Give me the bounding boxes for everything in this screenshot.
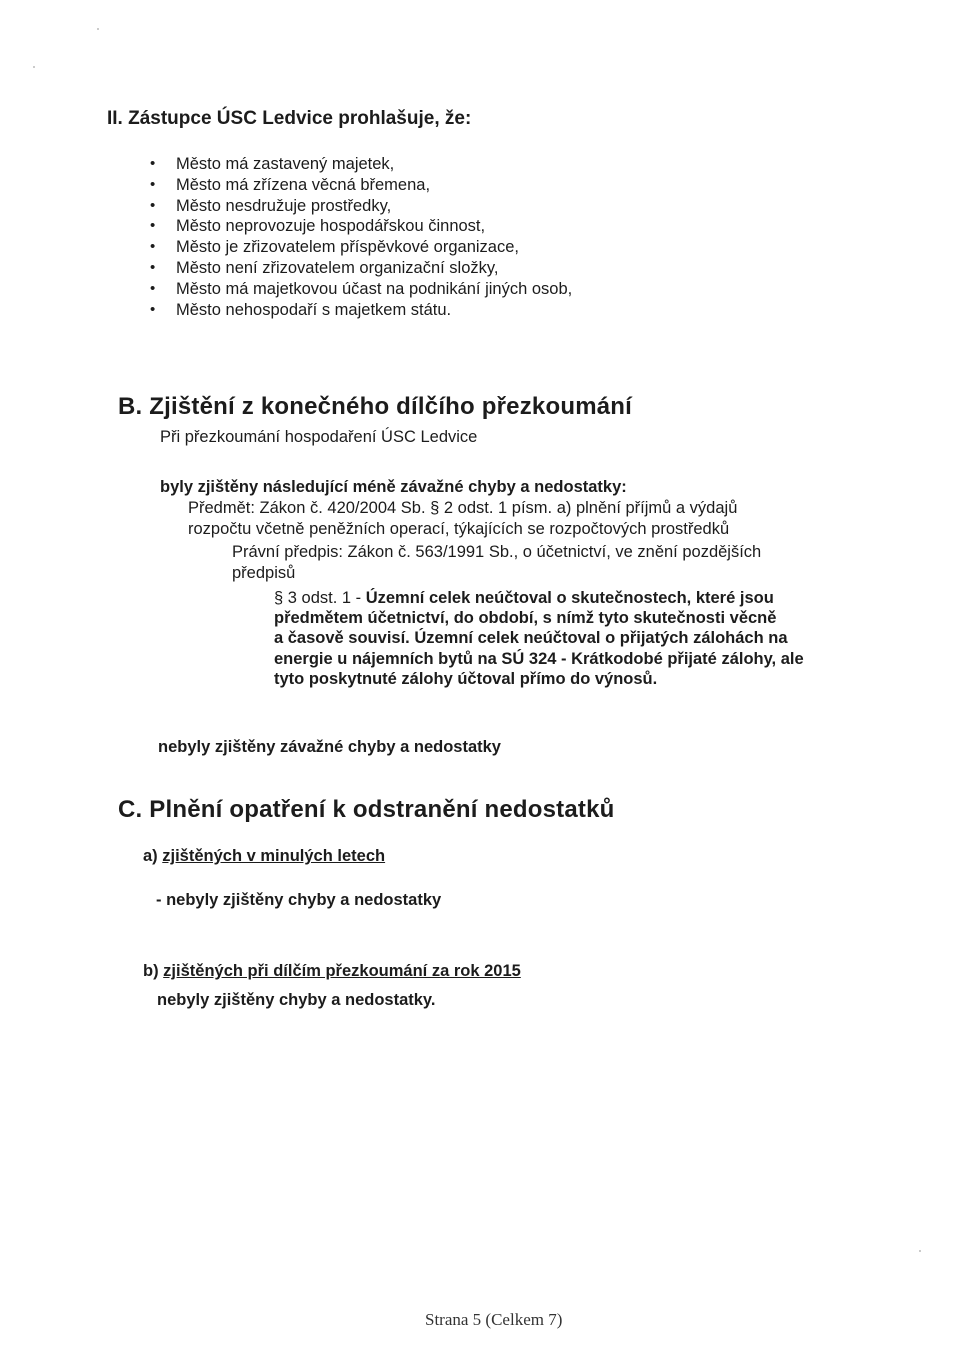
finding-text: tyto poskytnuté zálohy účtoval přímo do výnosů. bbox=[274, 670, 658, 688]
no-serious-findings: nebyly zjištěny závažné chyby a nedostatky bbox=[158, 738, 501, 756]
finding-paragraph-line-1 bbox=[274, 589, 774, 608]
list-item: • Město má majetkovou účast na podnikání jiných osob, bbox=[150, 279, 572, 300]
finding-text: a časově souvisí. Územní celek neúčtoval o přijatých zálohách na bbox=[274, 629, 788, 647]
legal-basis-line-continued: předpisů bbox=[232, 564, 296, 582]
finding-text: předmětem účetnictví, do období, s nímž tyto skutečnosti věcně bbox=[274, 609, 777, 627]
list-item: • Město neprovozuje hospodářskou činnost, bbox=[150, 216, 572, 237]
scan-speck bbox=[97, 28, 99, 30]
scan-speck bbox=[33, 66, 35, 68]
subject-line-continued: rozpočtu včetně peněžních operací, týkajících se rozpočtových prostředků bbox=[188, 520, 730, 538]
list-item: • Město nesdružuje prostředky, bbox=[150, 196, 572, 217]
list-item: • Město má zastavený majetek, bbox=[150, 154, 572, 175]
subsection-b-text: nebyly zjištěny chyby a nedostatky. bbox=[157, 991, 436, 1009]
section-ii-title: II. Zástupce ÚSC Ledvice prohlašuje, že: bbox=[107, 108, 472, 129]
finding-text: energie u nájemních bytů na SÚ 324 - Krátkodobé přijaté zálohy, ale bbox=[274, 650, 804, 668]
legal-basis-line: Právní předpis: Zákon č. 563/1991 Sb., o účetnictví, ve znění pozdějších bbox=[232, 543, 762, 561]
subject-line: Předmět: Zákon č. 420/2004 Sb. § 2 odst. 1 písm. a) plnění příjmů a výdajů bbox=[188, 499, 738, 517]
section-b-subtitle: Při přezkoumání hospodaření ÚSC Ledvice bbox=[160, 428, 478, 446]
list-item: • Město není zřizovatelem organizační složky, bbox=[150, 258, 572, 279]
subsection-a-text: - nebyly zjištěny chyby a nedostatky bbox=[156, 891, 442, 909]
paragraph-reference: § 3 odst. 1 - bbox=[274, 589, 366, 607]
subsection-b-heading: b) zjištěných při dílčím přezkoumání za rok 2015 bbox=[143, 962, 521, 980]
subsection-a-label: zjištěných v minulých letech bbox=[162, 847, 386, 865]
section-c-title: C. Plnění opatření k odstranění nedostatků bbox=[118, 796, 615, 823]
scan-speck bbox=[919, 1250, 921, 1252]
page-footer: Strana 5 (Celkem 7) bbox=[425, 1310, 563, 1329]
findings-heading: byly zjištěny následující méně závažné chyby a nedostatky: bbox=[160, 478, 627, 496]
list-item: • Město je zřizovatelem příspěvkové organizace, bbox=[150, 237, 572, 258]
subsection-b-label: zjištěných při dílčím přezkoumání za rok 2015 bbox=[163, 962, 521, 980]
finding-text: Územní celek neúčtoval o skutečnostech, které jsou bbox=[365, 589, 774, 607]
list-item: • Město má zřízena věcná břemena, bbox=[150, 175, 572, 196]
subsection-a-heading: a) zjištěných v minulých letech bbox=[143, 847, 386, 865]
section-b-title: B. Zjištění z konečného dílčího přezkoumání bbox=[118, 393, 633, 420]
list-item: • Město nehospodaří s majetkem státu. bbox=[150, 300, 572, 321]
declaration-list bbox=[150, 154, 572, 320]
